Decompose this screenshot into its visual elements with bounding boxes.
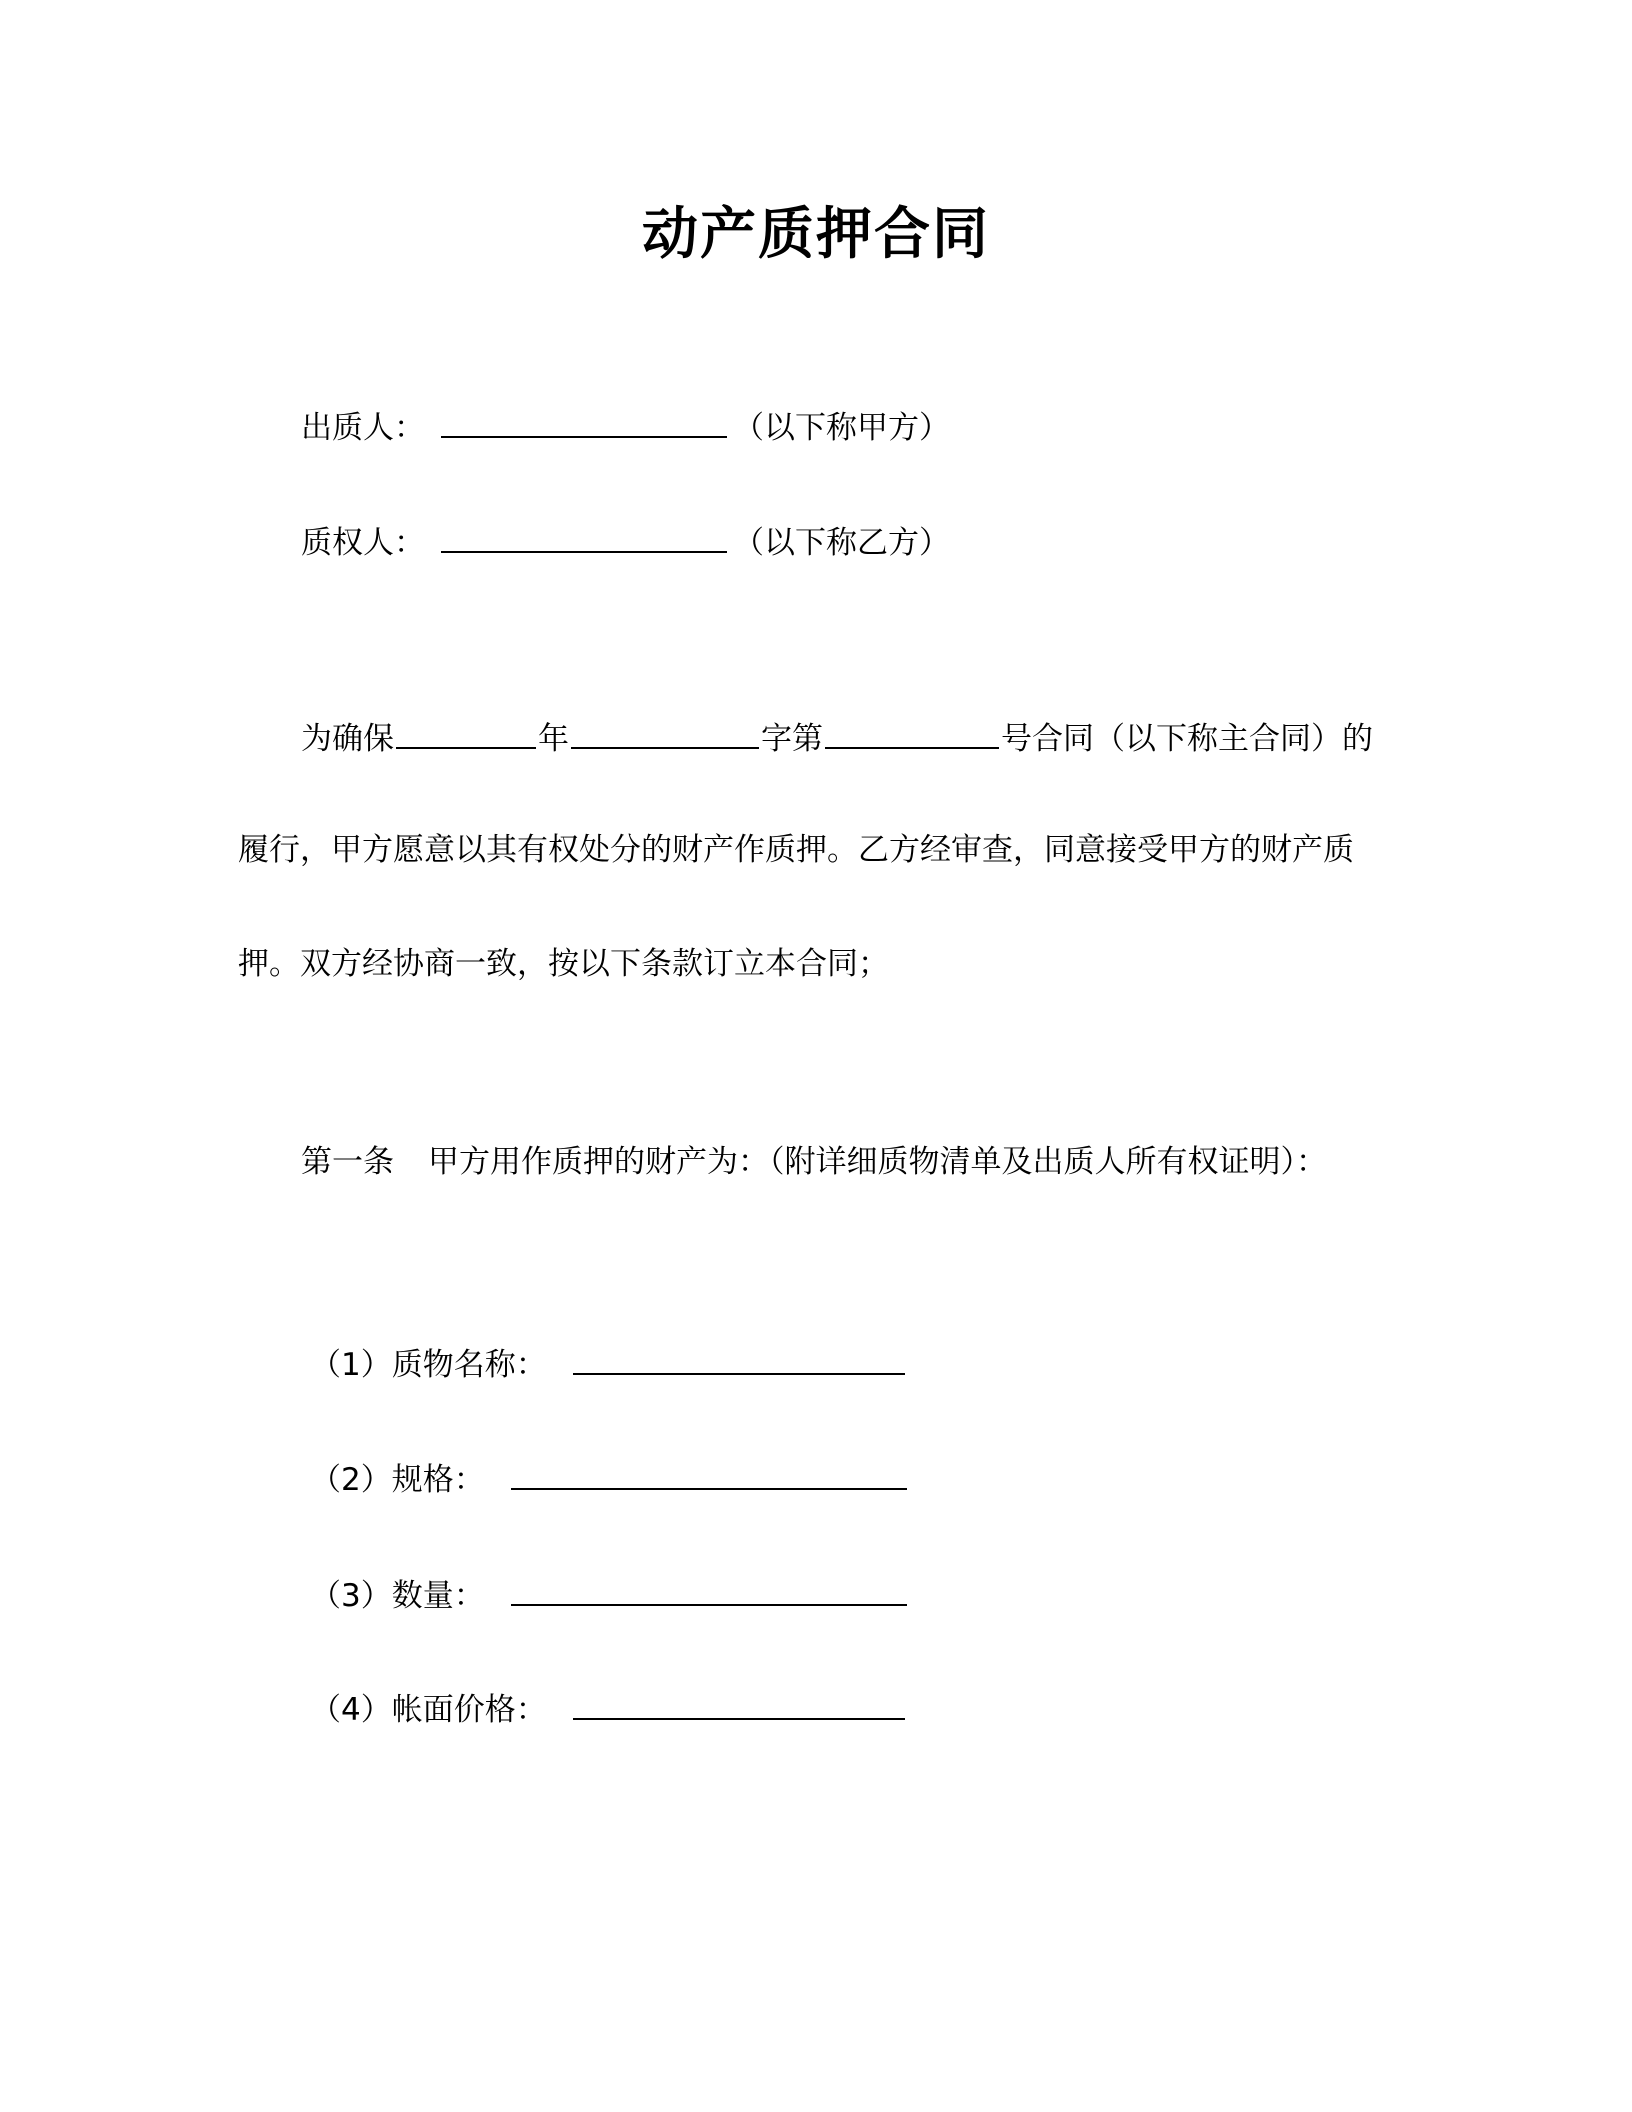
intro-seg-4: 号合同（以下称主合同）的 [1001,721,1373,757]
article-1 [301,1142,1327,1182]
contract-number-blank[interactable] [825,715,999,749]
pledgee-line [301,519,950,563]
item-name-label: （1）质物名称： [310,1347,547,1383]
item-quantity-blank-field[interactable] [511,1572,907,1606]
pledge-item-spec [310,1456,907,1500]
item-quantity-label: （3）数量： [310,1578,485,1614]
item-name-blank-field[interactable] [573,1341,905,1375]
pledgee-label: 质权人： [301,525,425,561]
article-1-text: 甲方用作质押的财产为：（附详细质物清单及出质人所有权证明）： [428,1144,1327,1180]
item-book-value-blank-field[interactable] [573,1686,905,1720]
pledgor-suffix: （以下称甲方） [733,410,950,446]
pledgor-label: 出质人： [301,410,425,446]
pledge-item-name [310,1341,905,1385]
pledgee-suffix: （以下称乙方） [733,525,950,561]
contract-prefix-blank[interactable] [571,715,759,749]
pledgor-line [301,404,950,448]
article-1-number: 第一条 [301,1144,394,1180]
item-spec-label: （2）规格： [310,1462,485,1498]
intro-line-2: 履行，甲方愿意以其有权处分的财产作质押。乙方经审查，同意接受甲方的财产质 [238,832,1354,868]
intro-seg-1: 为确保 [301,721,394,757]
pledgor-blank-field[interactable] [441,404,727,438]
intro-seg-3: 字第 [761,721,823,757]
intro-seg-2: 年 [538,721,569,757]
pledge-item-book-value [310,1686,905,1730]
intro-line-1 [301,715,1373,759]
pledge-item-quantity [310,1572,907,1616]
intro-line-3: 押。双方经协商一致，按以下条款订立本合同； [238,946,889,982]
document-title: 动产质押合同 [642,202,990,267]
pledgee-blank-field[interactable] [441,519,727,553]
contract-year-blank[interactable] [396,715,536,749]
item-book-value-label: （4）帐面价格： [310,1692,547,1728]
item-spec-blank-field[interactable] [511,1456,907,1490]
